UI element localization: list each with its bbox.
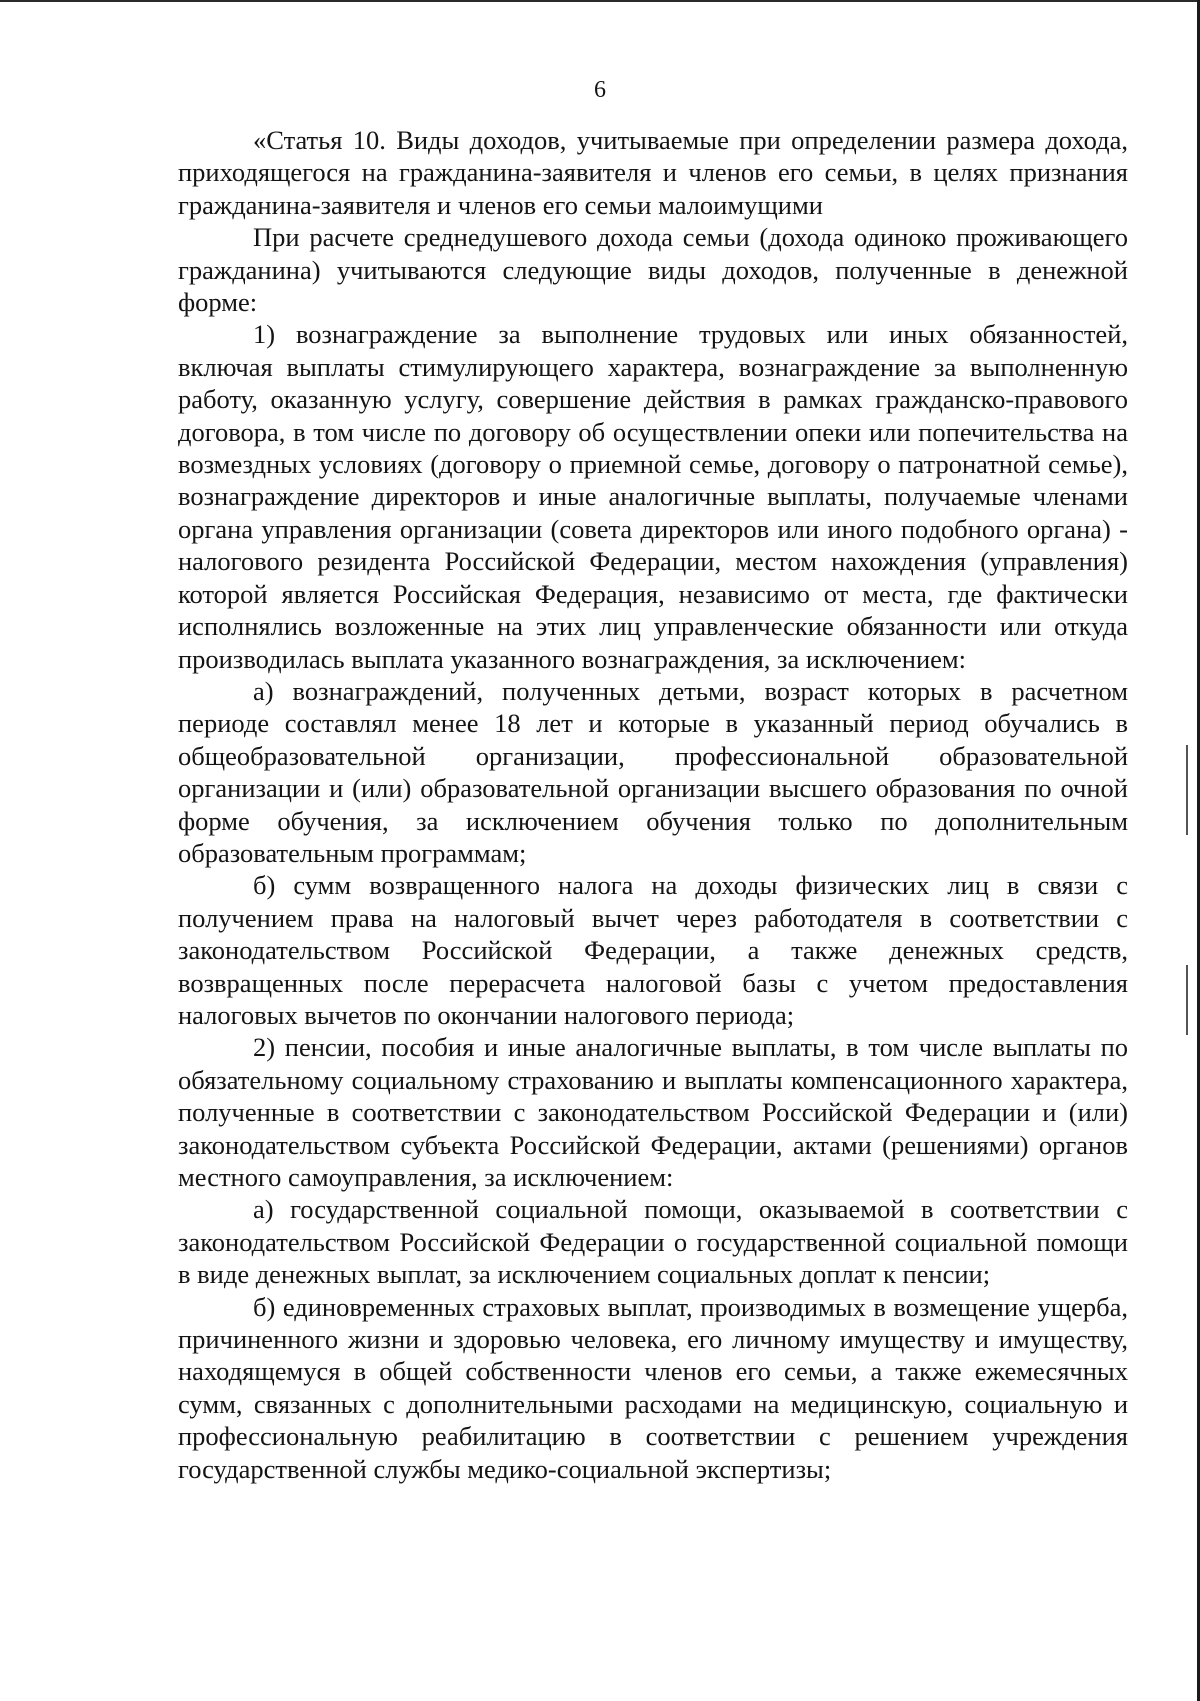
page-number: 6 bbox=[594, 77, 606, 103]
paragraph-item-2b: б) единовременных страховых выплат, производимых в возмещение ущерба, причиненного жизни и здоровью человека, его личному имуществу и имуществу, находящемуся в общей собственности членов его семьи, а также ежемесячных сумм, связанных с дополнительными расходами на медицинскую, социальную и профессиональную реабилитацию в соответствии с решением учреждения государственной службы медико-социальной экспертизы; bbox=[178, 1291, 1128, 1484]
document-body bbox=[178, 124, 1128, 1485]
scan-mark bbox=[1186, 745, 1188, 835]
paragraph-item-1a: а) вознаграждений, полученных детьми, возраст которых в расчетном периоде составлял менее 18 лет и которые в указанный период обучались в общеобразовательной организации, профессиональной образовательной организации и (или) образовательной организации высшего образования по очной форме обучения, за исключением обучения только по дополнительным образовательным программам; bbox=[178, 675, 1128, 868]
paragraph-item-2a: а) государственной социальной помощи, оказываемой в соответствии с законодательством Российской Федерации о государственной социальной помощи в виде денежных выплат, за исключением социальных доплат к пенсии; bbox=[178, 1194, 1128, 1290]
paragraph-item-1: 1) вознаграждение за выполнение трудовых или иных обязанностей, включая выплаты стимулирующего характера, вознаграждение за выполненную работу, оказанную услугу, совершение действия в рамках гражданско-правового договора, в том числе по договору об осуществлении опеки или попечительства на возмездных условиях (договору о приемной семье, договору о патронатной семье), вознаграждение директоров и иные аналогичные выплаты, получаемые членами органа управления организации (совета директоров или иного подобного органа) - налогового резидента Российской Федерации, местом нахождения (управления) которой является Российская Федерация, независимо от места, где фактически исполнялись возложенные на этих лиц управленческие обязанности или откуда производилась выплата указанного вознаграждения, за исключением: bbox=[178, 319, 1128, 674]
article-heading: «Статья 10. Виды доходов, учитываемые при определении размера дохода, приходящегося на гражданина-заявителя и членов его семьи, в целях признания гражданина-заявителя и членов его семьи малоимущими bbox=[178, 125, 1128, 220]
paragraph-item-1b: б) сумм возвращенного налога на доходы физических лиц в связи с получением права на налоговый вычет через работодателя в соответствии с законодательством Российской Федерации, а также денежных средств, возвращенных после перерасчета налоговой базы с учетом предоставления налоговых вычетов по окончании налогового периода; bbox=[178, 870, 1128, 1030]
paragraph-intro: При расчете среднедушевого дохода семьи (дохода одиноко проживающего гражданина) учитываются следующие виды доходов, полученные в денежной форме: bbox=[178, 222, 1128, 318]
scan-mark bbox=[1186, 965, 1188, 1035]
paragraph-item-2: 2) пенсии, пособия и иные аналогичные выплаты, в том числе выплаты по обязательному социальному страхованию и выплаты компенсационного характера, полученные в соответствии с законодательством Российской Федерации и (или) законодательством субъекта Российской Федерации, актами (решениями) органов местного самоуправления, за исключением: bbox=[178, 1032, 1128, 1192]
scan-edge-top bbox=[0, 0, 1200, 2]
